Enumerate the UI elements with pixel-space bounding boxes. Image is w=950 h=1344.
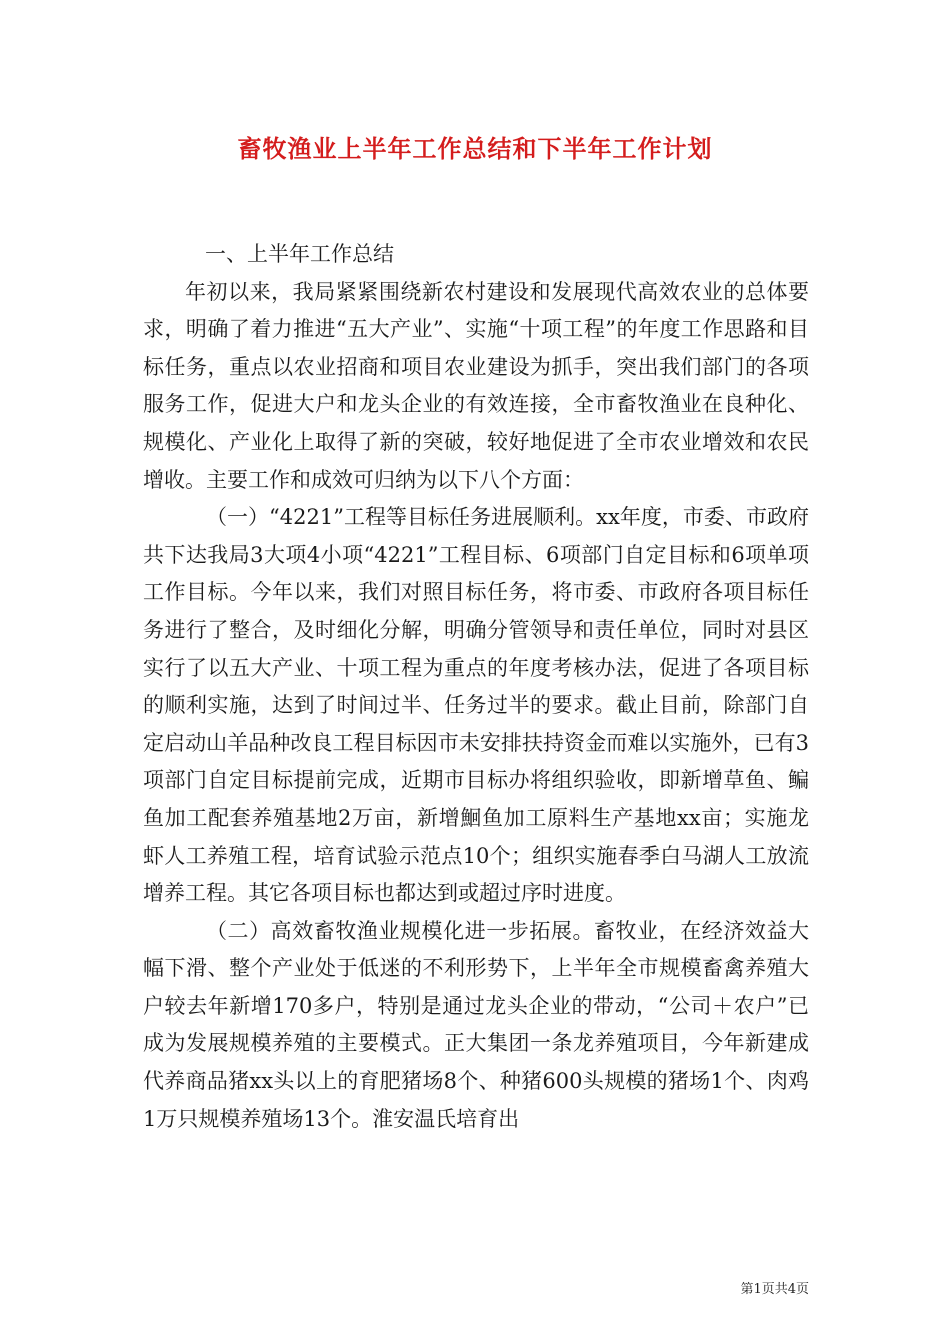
page-number: 第1页共4页 [740,1282,809,1297]
document-title: 畜牧渔业上半年工作总结和下半年工作计划 [237,134,713,163]
paragraph-intro: 年初以来，我局紧紧围绕新农村建设和发展现代高效农业的总体要求，明确了着力推进“五大产业”、实施“十项工程”的年度工作思路和目标任务，重点以农业招商和项目农业建设为抓手，突出我们部门的各项服务工作，促进大户和龙头企业的有效连接，全市畜牧渔业在良种化、规模化、产业化上取得了新的突破，较好地促进了全市农业增效和农民增收。主要工作和成效可归纳为以下八个方面： [143,279,809,492]
document-body [143,236,809,1138]
paragraph-item-2: （二）高效畜牧渔业规模化进一步拓展。畜牧业，在经济效益大幅下滑、整个产业处于低迷的不利形势下，上半年全市规模畜禽养殖大户较去年新增170多户，特别是通过龙头企业的带动，“公司＋农户”已成为发展规模养殖的主要模式。正大集团一条龙养殖项目，今年新建成代养商品猪xx头以上的育肥猪场8个、种猪600头规模的猪场1个、肉鸡1万只规模养殖场13个。淮安温氏培育出 [143,918,809,1131]
paragraph-item-1: （一）“4221”工程等目标任务进展顺利。xx年度，市委、市政府共下达我局3大项4小项“4221”工程目标、6项部门自定目标和6项单项工作目标。今年以来，我们对照目标任务，将市委、市政府各项目标任务进行了整合，及时细化分解，明确分管领导和责任单位，同时对县区实行了以五大产业、十项工程为重点的年度考核办法，促进了各项目标的顺利实施，达到了时间过半、任务过半的要求。截止目前，除部门自定启动山羊品种改良工程目标因市未安排扶持资金而难以实施外，已有3项部门自定目标提前完成，近期市目标办将组织验收，即新增草鱼、鳊鱼加工配套养殖基地2万亩，新增鮰鱼加工原料生产基地xx亩；实施龙虾人工养殖工程，培育试验示范点10个；组织实施春季白马湖人工放流增养工程。其它各项目标也都达到或超过序时进度。 [143,505,809,906]
section-heading: 一、上半年工作总结 [205,242,394,266]
